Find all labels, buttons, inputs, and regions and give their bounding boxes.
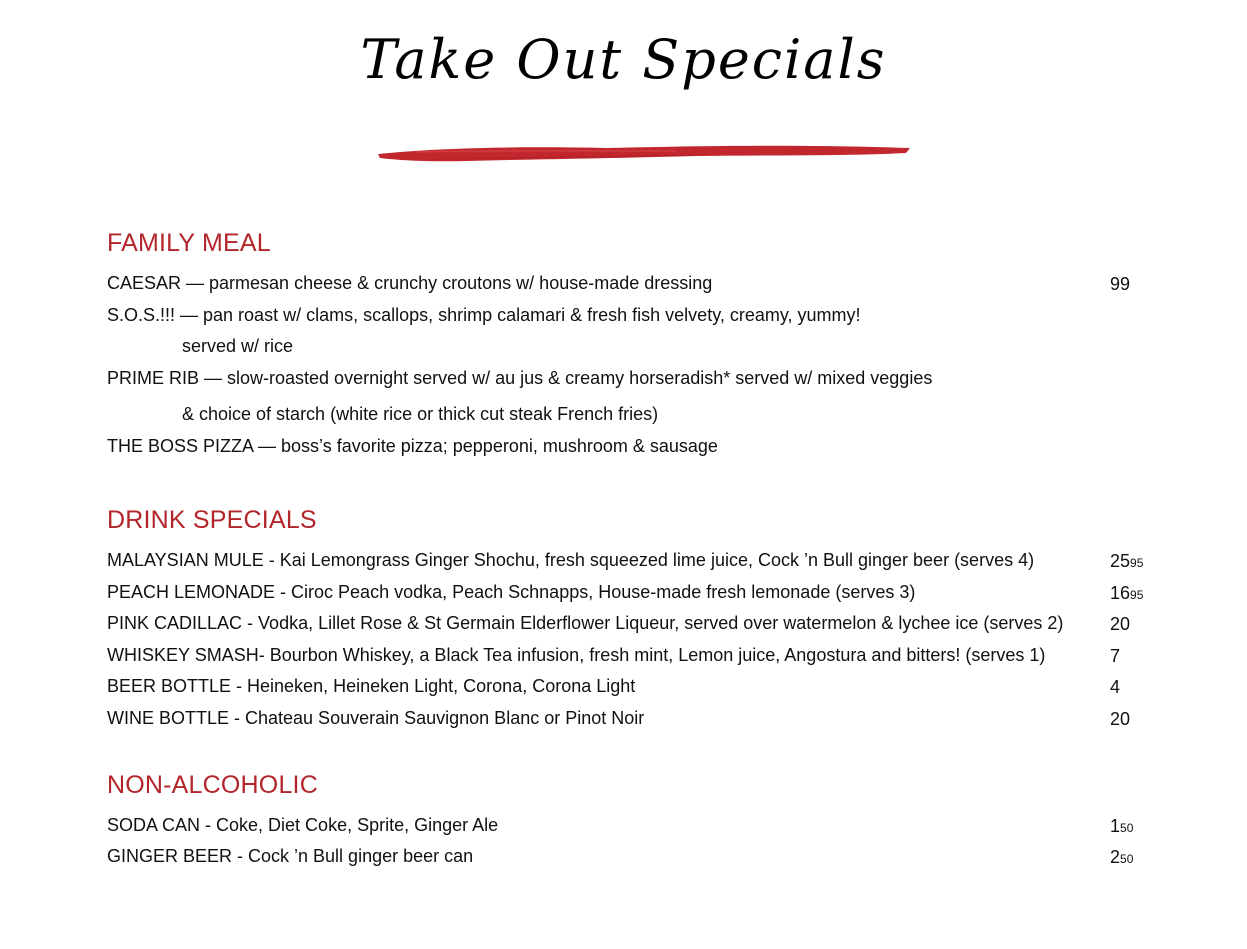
price-dollars: 1 (1110, 816, 1121, 836)
price-dollars: 2 (1110, 847, 1121, 867)
menu-item-sos-continued: served w/ rice (182, 336, 294, 356)
menu-item-price: 99 (1110, 274, 1131, 294)
menu-item-pink-cadillac: PINK CADILLAC - Vodka, Lillet Rose & St Germain Elderflower Liqueur, served over watermelon & lychee ice (serves 2) (107, 613, 1064, 633)
menu-item-ginger-beer: GINGER BEER - Cock ’n Bull ginger beer can (107, 846, 474, 866)
menu-item-price (1110, 815, 1133, 839)
menu-item-wine-bottle: WINE BOTTLE - Chateau Souverain Sauvignon Blanc or Pinot Noir (107, 708, 645, 728)
menu-item-soda-can: SODA CAN - Coke, Diet Coke, Sprite, Ginger Ale (107, 815, 499, 835)
menu-item-prime-rib: PRIME RIB — slow-roasted overnight served w/ au jus & creamy horseradish* served w/ mixed veggies (107, 368, 933, 388)
price-cents: 95 (1130, 556, 1144, 570)
menu-item-malaysian-mule: MALAYSIAN MULE - Kai Lemongrass Ginger Shochu, fresh squeezed lime juice, Cock ’n Bull ginger beer (serves 4) (107, 550, 1035, 570)
menu-item-caesar: CAESAR — parmesan cheese & crunchy croutons w/ house-made dressing (107, 273, 713, 293)
menu-item-price: 20 (1110, 614, 1131, 634)
price-cents: 95 (1130, 588, 1144, 602)
menu-title: Take Out Specials (360, 28, 887, 91)
menu-item-whiskey-smash: WHISKEY SMASH- Bourbon Whiskey, a Black Tea infusion, fresh mint, Lemon juice, Angostura and bitters! (serves 1) (107, 645, 1046, 665)
menu-item-price (1110, 846, 1133, 870)
menu-item-price (1110, 550, 1143, 574)
menu-item-price (1110, 582, 1143, 606)
menu-item-sos: S.O.S.!!! — pan roast w/ clams, scallops, shrimp calamari & fresh fish velvety, creamy, yummy! (107, 305, 861, 325)
price-dollars: 16 (1110, 583, 1131, 603)
menu-item-price: 4 (1110, 677, 1121, 697)
menu-item-peach-lemonade: PEACH LEMONADE - Ciroc Peach vodka, Peach Schnapps, House-made fresh lemonade (serves 3) (107, 582, 916, 602)
red-brush-stroke (376, 140, 912, 168)
section-title-drink-specials: DRINK SPECIALS (107, 506, 317, 534)
section-title-non-alcoholic: NON-ALCOHOLIC (107, 771, 318, 799)
menu-item-beer-bottle: BEER BOTTLE - Heineken, Heineken Light, Corona, Corona Light (107, 676, 636, 696)
menu-item-price: 7 (1110, 646, 1121, 666)
menu-item-prime-rib-continued: & choice of starch (white rice or thick cut steak French fries) (182, 404, 659, 424)
price-dollars: 25 (1110, 551, 1131, 571)
price-cents: 50 (1120, 852, 1134, 866)
section-title-family-meal: FAMILY MEAL (107, 229, 271, 257)
price-cents: 50 (1120, 821, 1134, 835)
menu-item-boss-pizza: THE BOSS PIZZA — boss’s favorite pizza; pepperoni, mushroom & sausage (107, 436, 718, 456)
menu-item-price: 20 (1110, 709, 1131, 729)
